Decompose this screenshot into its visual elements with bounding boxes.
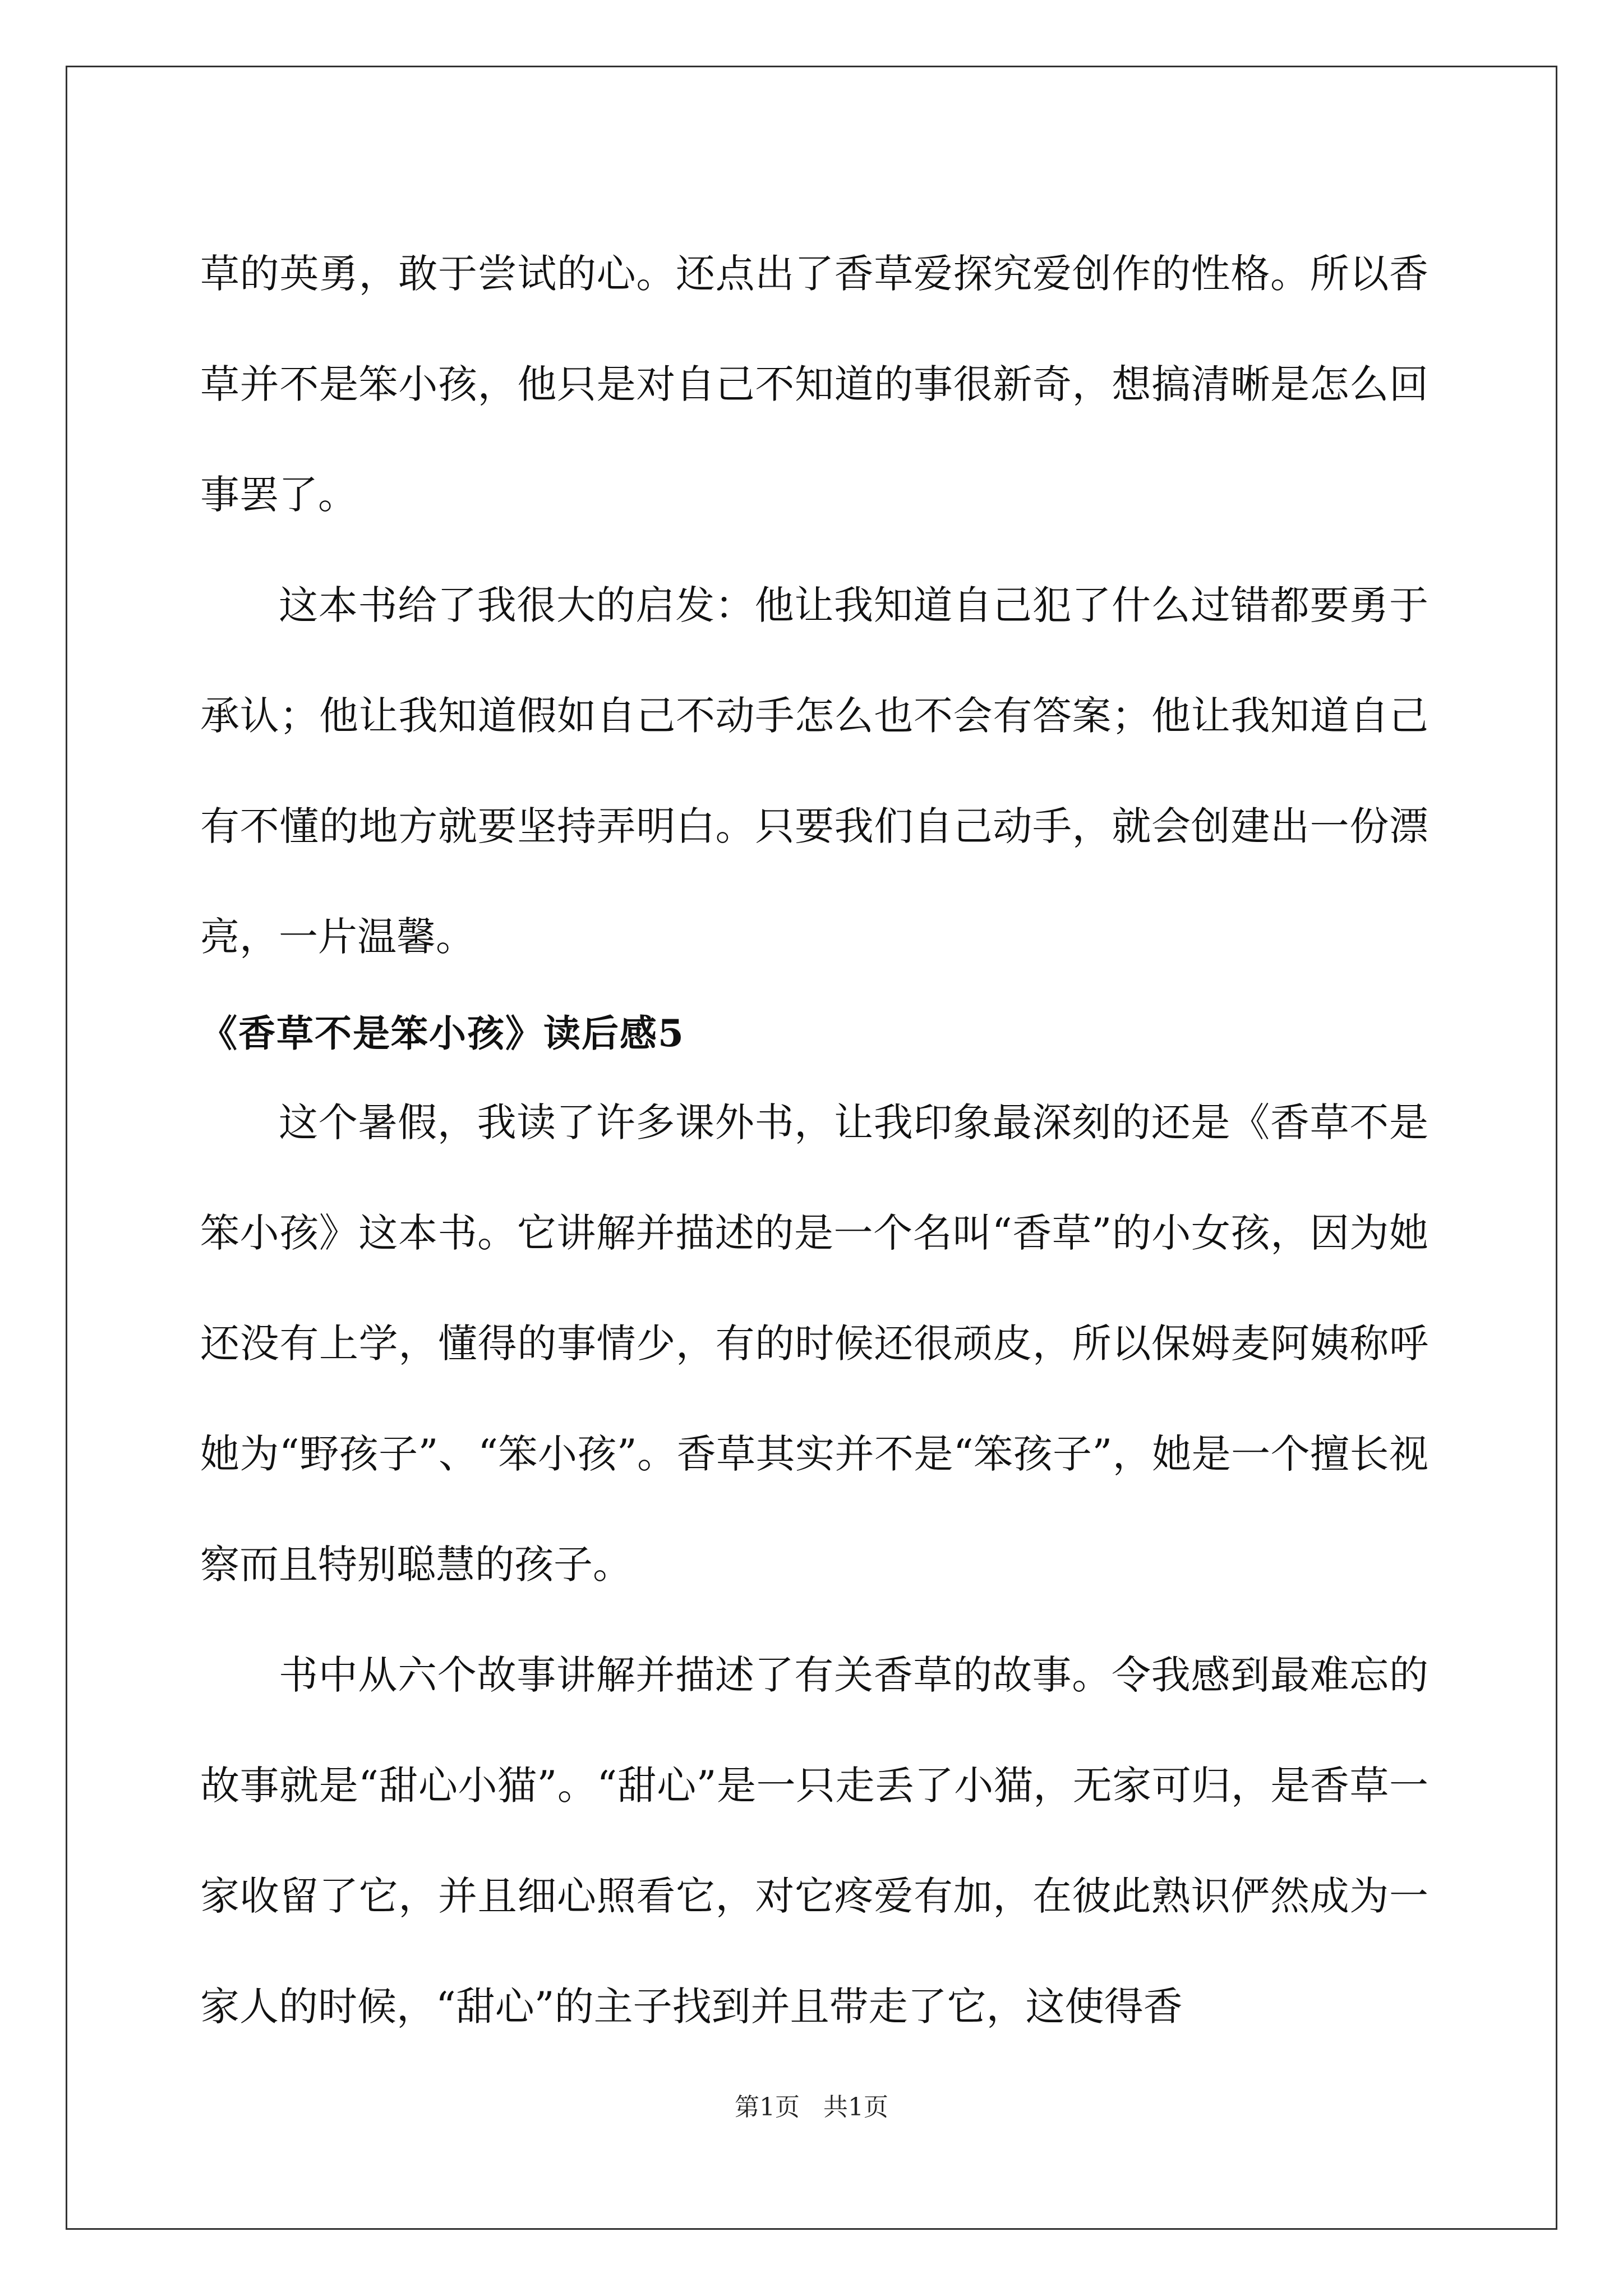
- paragraph-4: 书中从六个故事讲解并描述了有关香草的故事。令我感到最难忘的故事就是“甜心小猫”。“甜心”是一只走丢了小猫，无家可归，是香草一家收留了它，并且细心照看它，对它疼爱有加，在彼此熟识俨然成为一家人的时候，“甜心”的主子找到并且带走了它，这使得香: [200, 1652, 1428, 2030]
- page-number: 第1页: [735, 2093, 800, 2122]
- footer-spacer: [800, 2093, 823, 2122]
- paragraph-1: 草的英勇，敢于尝试的心。还点出了香草爱探究爱创作的性格。所以香草并不是笨小孩，他只是对自己不知道的事很新奇，想搞清晰是怎么回事罢了。: [200, 251, 1428, 518]
- paragraph-2: 这本书给了我很大的启发：他让我知道自己犯了什么过错都要勇于承认；他让我知道假如自己不动手怎么也不会有答案；他让我知道自己有不懂的地方就要坚持弄明白。只要我们自己动手，就会创建出一份漂亮，一片温馨。: [200, 582, 1428, 960]
- page-total: 共1页: [823, 2093, 888, 2122]
- section-title: 《香草不是笨小孩》读后感5: [200, 1011, 685, 1055]
- document-body: [200, 219, 1428, 2062]
- paragraph-3: 这个暑假，我读了许多课外书，让我印象最深刻的还是《香草不是笨小孩》这本书。它讲解并描述的是一个名叫“香草”的小女孩，因为她还没有上学，懂得的事情少，有的时候还很顽皮，所以保姆麦阿姨称呼她为“野孩子”、“笨小孩”。香草其实并不是“笨孩子”，她是一个擅长视察而且特别聪慧的孩子。: [200, 1099, 1428, 1588]
- page-footer: [0, 2087, 1623, 2123]
